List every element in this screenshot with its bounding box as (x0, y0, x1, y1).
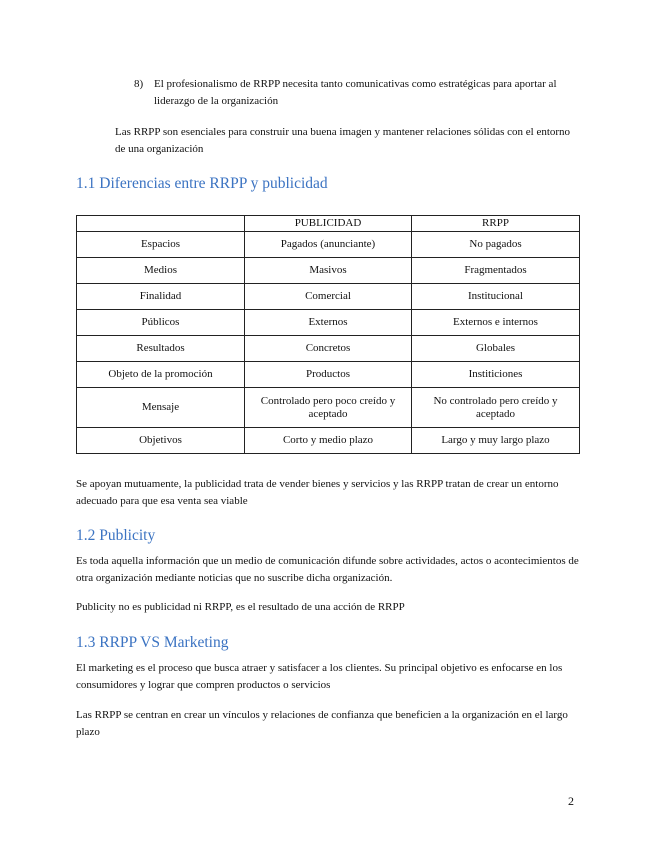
table-cell: Controlado pero poco creído y aceptado (245, 388, 412, 428)
table-cell: Institucional (412, 284, 580, 310)
table-cell: Globales (412, 336, 580, 362)
table-header-cell (77, 216, 245, 232)
section-heading-1-3: 1.3 RRPP VS Marketing (76, 634, 229, 651)
table-cell: Espacios (77, 232, 245, 258)
table-cell: Medios (77, 258, 245, 284)
table-cell: Externos e internos (412, 310, 580, 336)
table-cell: No pagados (412, 232, 580, 258)
table-row (77, 336, 580, 362)
table-row (77, 232, 580, 258)
section-1-2-paragraph-1: Es toda aquella información que un medio de comunicación difunde sobre actividades, actos o acontecimientos de otra organización mediante noticias que no suscribe dicha organización. (76, 555, 579, 584)
table-cell: Corto y medio plazo (245, 428, 412, 454)
section-heading-1-2: 1.2 Publicity (76, 527, 156, 544)
page-number: 2 (568, 794, 574, 808)
table-cell: Finalidad (77, 284, 245, 310)
table-header-row (77, 216, 580, 232)
table-row (77, 310, 580, 336)
section-heading-1-1: 1.1 Diferencias entre RRPP y publicidad (76, 175, 328, 192)
table-cell: Públicos (77, 310, 245, 336)
table-cell: Externos (245, 310, 412, 336)
table-cell: Concretos (245, 336, 412, 362)
table-cell: No controlado pero creído y aceptado (412, 388, 580, 428)
section-1-2-paragraph-2: Publicity no es publicidad ni RRPP, es el resultado de una acción de RRPP (76, 601, 405, 613)
table-cell: Fragmentados (412, 258, 580, 284)
list-number: 8) (134, 78, 144, 90)
section-1-3-paragraph-2: Las RRPP se centran en crear un vínculos y relaciones de confianza que beneficien a la organización en el largo plazo (76, 709, 568, 738)
table-cell: Masivos (245, 258, 412, 284)
table-cell: Mensaje (77, 388, 245, 428)
section-1-1-paragraph: Se apoyan mutuamente, la publicidad trata de vender bienes y servicios y las RRPP tratan de crear un entorno adecuado para que esa venta sea viable (76, 478, 559, 507)
list-item-text: El profesionalismo de RRPP necesita tanto comunicativas como estratégicas para aportar al liderazgo de la organización (154, 78, 557, 107)
table-cell: Productos (245, 362, 412, 388)
table-cell: Institiciones (412, 362, 580, 388)
table-cell: Pagados (anunciante) (245, 232, 412, 258)
section-1-3-paragraph-1: El marketing es el proceso que busca atraer y satisfacer a los clientes. Su principal objetivo es enfocarse en los consumidores y lograr que compren productos o servicios (76, 662, 563, 691)
table-cell: Resultados (77, 336, 245, 362)
table-cell: Comercial (245, 284, 412, 310)
table-header-cell: PUBLICIDAD (245, 216, 412, 232)
comparison-table (76, 215, 580, 454)
table-cell: Objeto de la promoción (77, 362, 245, 388)
table-row (77, 362, 580, 388)
table-cell: Largo y muy largo plazo (412, 428, 580, 454)
table-cell: Objetivos (77, 428, 245, 454)
table-row (77, 284, 580, 310)
intro-paragraph: Las RRPP son esenciales para construir una buena imagen y mantener relaciones sólidas con el entorno de una organización (115, 126, 571, 155)
table-header-cell: RRPP (412, 216, 580, 232)
table-row (77, 428, 580, 454)
table-row (77, 258, 580, 284)
table-row (77, 388, 580, 428)
